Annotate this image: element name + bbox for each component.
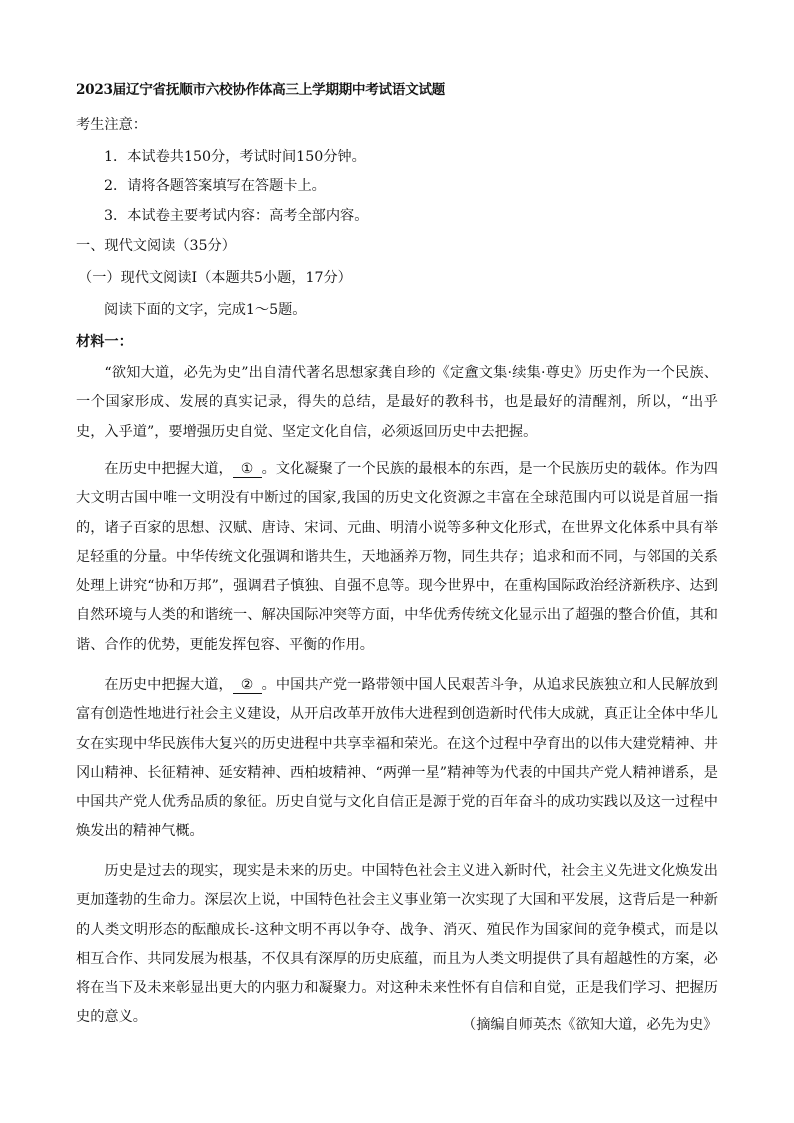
paragraph-3-text: 。中国共产党一路带领中国人民艰苦斗争，从追求民族独立和人民解放到富有创造性地进行社会主义建设，从开启改革开放伟大进程到创造新时代伟大成就，真正让全体中华儿女在实现中华民族伟大复兴的历史进程中共享幸福和荣光。在这个过程中孕育出的以伟大建党精神、井冈山精神、长征精神、延安精神、西柏坡精神、“两弹一星”精神等为代表的中国共产党人精神谱系，是中国共产党人优秀品质的象征。历史自觉与文化自信正是源于党的百年奋斗的成功实践以及这一过程中焕发出的精神气概。 [76, 677, 718, 840]
notice-heading: 考生注意： [76, 117, 147, 133]
source-citation: （摘编自师英杰《欲知大道，必先为史》 [462, 1017, 718, 1033]
material-label: 材料一： [76, 334, 133, 350]
paragraph-2-lead: 在历史中把握大道， [104, 461, 233, 477]
paragraph-4-text: 历史是过去的现实，现实是未来的历史。中国特色社会主义进入新时代，社会主义先进文化焕发出更加蓬勃的生命力。深层次上说，中国特色社会主义事业第一次实现了大国和平发展，这背后是一种新的人类文明形态的酝酿成长-这种文明不再以争夺、战争、消灭、殖民作为国家间的竞争模式，而是以相互合作、共同发展为根基，不仅具有深厚的历史底蕴，而且为人类文明提供了具有超越性的方案，必将在当下及未来彰显出更大的内驱力和凝聚力。对这种未来性怀有自信和自觉，正是我们学习、把握历史的意义。 [76, 863, 718, 1026]
notice-rule-1: 1．本试卷共150分，考试时间150分钟。 [104, 149, 366, 165]
blank-2: ② [233, 677, 262, 694]
paragraph-2-text: 。文化凝聚了一个民族的最根本的东西，是一个民族历史的载体。作为四大文明古国中唯一文明没有中断过的国家,我国的历史文化资源之丰富在全球范围内可以说是首屈一指的，诸子百家的思想、汉赋、唐诗、宋词、元曲、明清小说等多种文化形式，在世界文化体系中具有举足轻重的分量。中华传统文化强调和谐共生，天地涵养万物，同生共存；追求和而不同，与邻国的关系处理上讲究“协和万邦”，强调君子慎独、自强不息等。现今世界中，在重构国际政治经济新秩序、达到自然环境与人类的和谐统一、解决国际冲突等方面，中华优秀传统文化显示出了超强的整合价值，其和谐、合作的优势，更能发挥包容、平衡的作用。 [76, 461, 718, 653]
paragraph-2 [76, 455, 718, 660]
exam-title: 2023届辽宁省抚顺市六校协作体高三上学期期中考试语文试题 [76, 82, 445, 98]
paragraph-1-text: “欲知大道，必先为史”出自清代著名思想家龚自珍的《定盦文集·续集·尊史》历史作为一个民族、一个国家形成、发展的真实记录，得失的总结，是最好的教科书，也是最好的清醒剂，所以，“出乎史，入乎道”，要增强历史自觉、坚定文化自信，必须返回历史中去把握。 [76, 365, 718, 440]
subsection-title: （一）现代文阅读I（本题共5小题，17分） [78, 270, 352, 286]
paragraph-3-lead: 在历史中把握大道， [104, 677, 233, 693]
section-title: 一、现代文阅读（35分） [76, 238, 236, 254]
notice-rule-2: 2．请将各题答案填写在答题卡上。 [104, 178, 326, 194]
paragraph-1 [76, 359, 718, 447]
blank-1: ① [233, 461, 262, 478]
paragraph-4 [76, 857, 718, 1033]
reading-instruction: 阅读下面的文字，完成1～5题。 [104, 302, 307, 318]
paragraph-3 [76, 671, 718, 847]
notice-rule-3: 3．本试卷主要考试内容：高考全部内容。 [104, 208, 369, 224]
